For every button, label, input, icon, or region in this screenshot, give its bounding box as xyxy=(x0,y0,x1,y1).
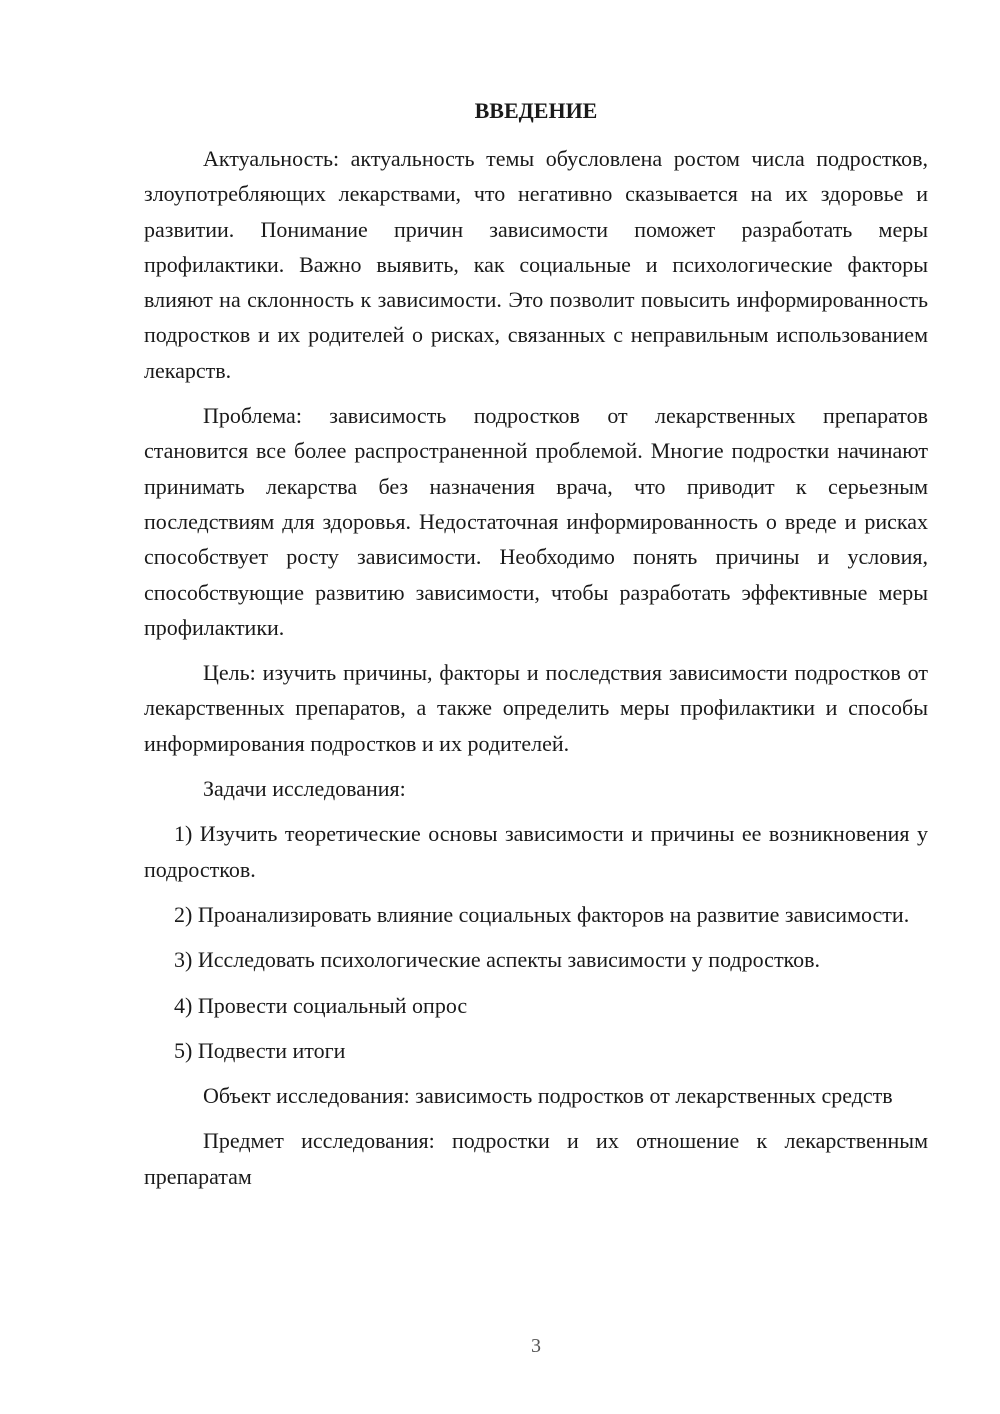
page-number: 3 xyxy=(531,1335,541,1357)
page-title: ВВЕДЕНИЕ xyxy=(474,98,598,123)
list-item: 5) Подвести итоги xyxy=(174,1037,346,1063)
list-item: 2) Проанализировать влияние социальных факторов на развитие зависимости. xyxy=(174,901,910,927)
list-item: 3) Исследовать психологические аспекты зависимости у подростков. xyxy=(174,947,821,973)
paragraph-problem: Проблема: зависимость подростков от лекарственных препаратов становится все более распространенной проблемой. Многие подростки начинают принимать лекарства без назначения врача, что приводит к серьезным последствиям для здоровья. Недостаточная информированность о вреде и рисках способствует росту зависимости. Необходимо понять причины и условия, способствующие развитию зависимости, чтобы разработать эффективные меры профилактики. xyxy=(144,403,928,640)
tasks-list xyxy=(144,816,928,1068)
document-body xyxy=(144,141,928,1194)
paragraph-subject: Предмет исследования: подростки и их отношение к лекарственным препаратам xyxy=(144,1128,928,1189)
paragraph-goal: Цель: изучить причины, факторы и последствия зависимости подростков от лекарственных препаратов, а также определить меры профилактики и способы информирования подростков и их родителей. xyxy=(144,660,928,756)
list-item: 4) Провести социальный опрос xyxy=(174,992,468,1018)
list-item: 1) Изучить теоретические основы зависимости и причины ее возникновения у подростков. xyxy=(144,821,928,882)
tasks-heading: Задачи исследования: xyxy=(203,776,406,802)
paragraph-relevance: Актуальность: актуальность темы обусловлена ростом числа подростков, злоупотребляющих лекарствами, что негативно сказывается на их здоровье и развитии. Понимание причин зависимости поможет разработать меры профилактики. Важно выявить, как социальные и психологические факторы влияют на склонность к зависимости. Это позволит повысить информированность подростков и их родителей о рисках, связанных с неправильным использованием лекарств. xyxy=(144,146,928,383)
paragraph-object: Объект исследования: зависимость подростков от лекарственных средств xyxy=(203,1083,893,1109)
